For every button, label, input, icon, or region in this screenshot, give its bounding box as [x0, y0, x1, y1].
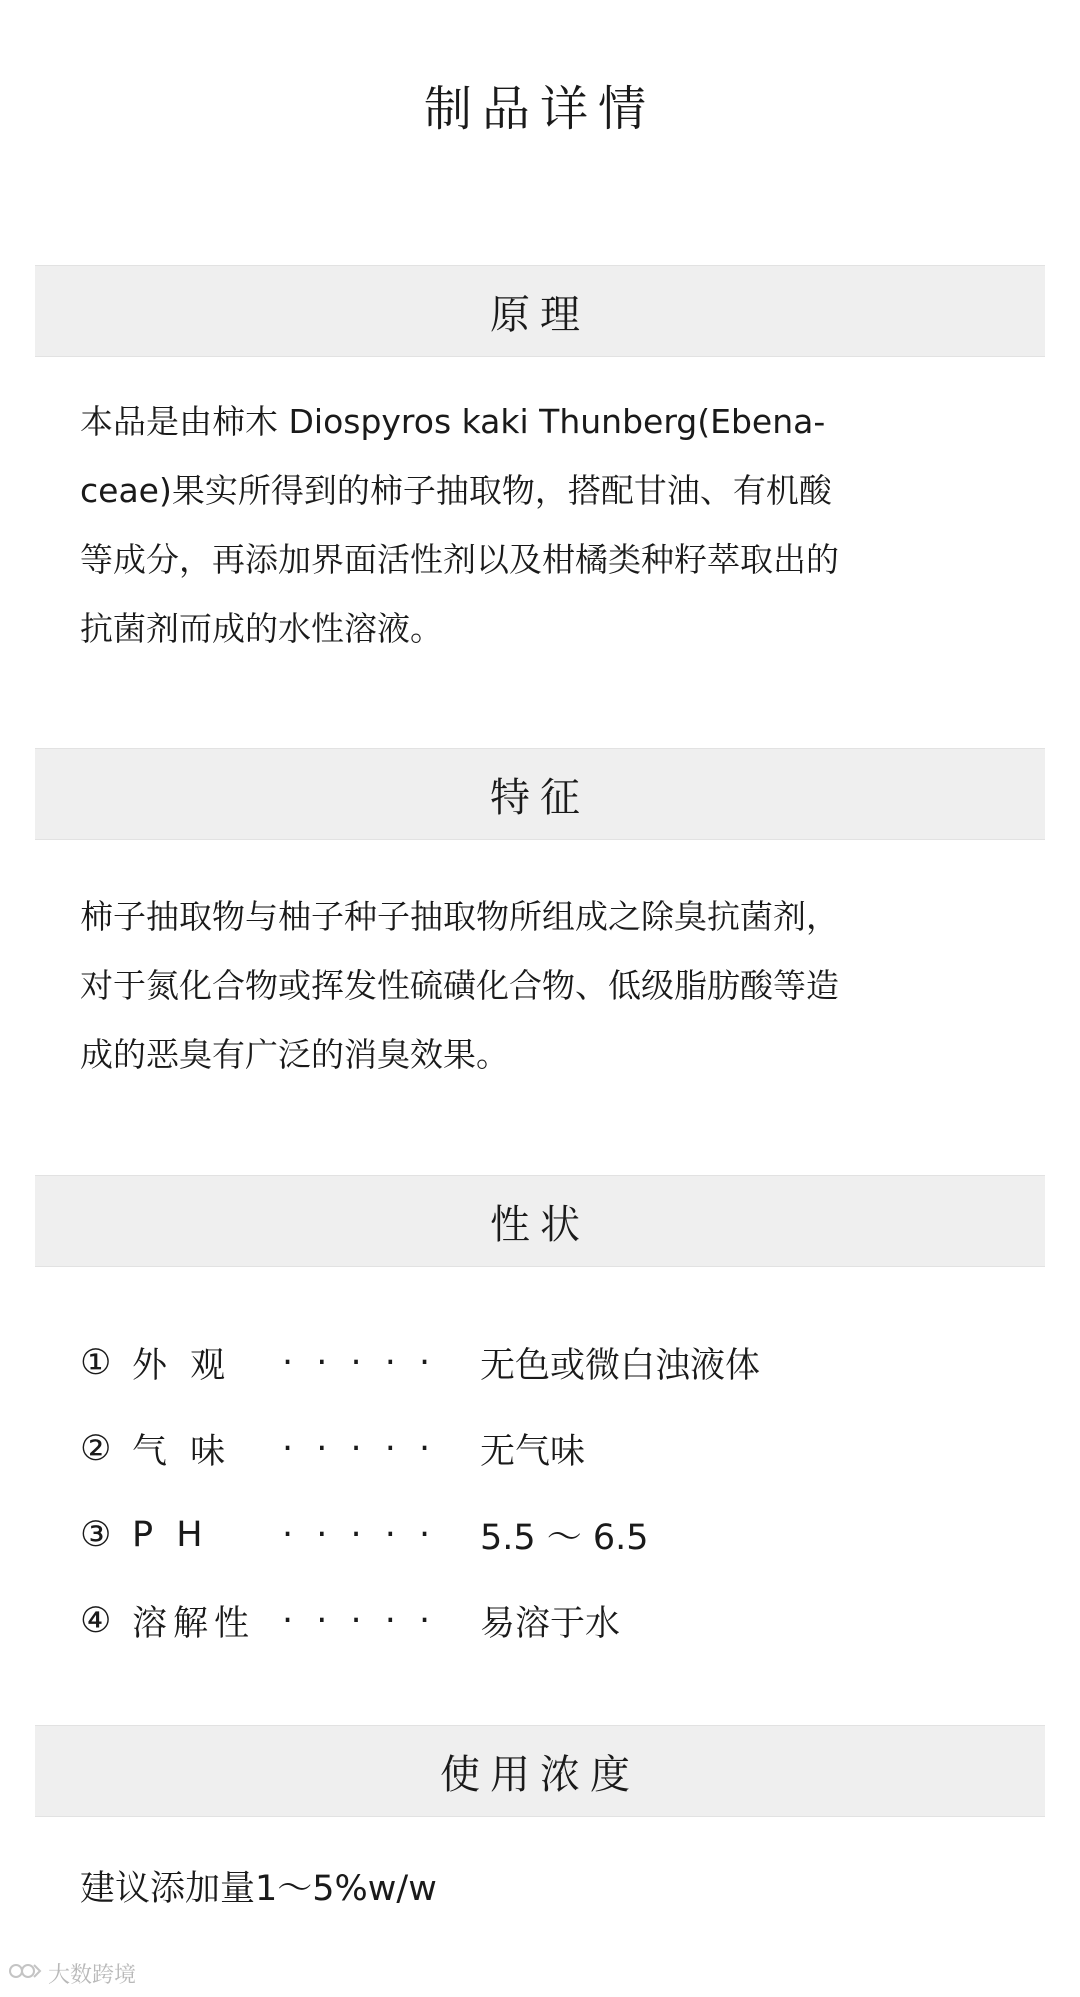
section-heading: 使用浓度 — [440, 1751, 640, 1798]
item-number: ① — [80, 1343, 112, 1383]
dot-leader: · · · · · — [282, 1515, 437, 1555]
text-line: 等成分，再添加界面活性剂以及柑橘类种籽萃取出的 — [80, 540, 839, 579]
property-value: 无气味 — [480, 1432, 586, 1472]
text-line: 对于氮化合物或挥发性硫磺化合物、低级脂肪酸等造 — [80, 966, 839, 1005]
watermark — [8, 1958, 136, 1989]
section-heading: 原理 — [490, 291, 590, 338]
item-number: ② — [80, 1429, 112, 1469]
section-heading: 性状 — [490, 1201, 590, 1248]
dot-leader: · · · · · — [282, 1343, 437, 1383]
item-number: ③ — [80, 1515, 112, 1555]
principle-text — [80, 387, 1000, 663]
property-value: 易溶于水 — [480, 1604, 621, 1644]
text-line: 建议添加量1～5%w/w — [80, 1869, 437, 1909]
page-title: 制品详情 — [423, 81, 656, 137]
concentration-text — [80, 1855, 1000, 1924]
section-header-properties — [35, 1175, 1045, 1267]
property-value: 无色或微白浊液体 — [480, 1346, 761, 1386]
text-line: 柿子抽取物与柚子种子抽取物所组成之除臭抗菌剂， — [80, 897, 839, 936]
property-label: 溶解性 — [132, 1604, 256, 1644]
section-header-features — [35, 748, 1045, 840]
features-text — [80, 882, 1000, 1089]
properties-list — [80, 1320, 1000, 1664]
property-row — [80, 1578, 1000, 1664]
property-row — [80, 1406, 1000, 1492]
item-number: ④ — [80, 1601, 112, 1641]
brand-logo-icon — [8, 1959, 48, 1989]
property-label: 外 观 — [132, 1346, 232, 1386]
text-line: ceae)果实所得到的柿子抽取物，搭配甘油、有机酸 — [80, 471, 832, 510]
text-line: 本品是由柿木 Diospyros kaki Thunberg(Ebena- — [80, 402, 826, 441]
property-row — [80, 1492, 1000, 1578]
dot-leader: · · · · · — [282, 1429, 437, 1469]
section-header-concentration — [35, 1725, 1045, 1817]
text-line: 成的恶臭有广泛的消臭效果。 — [80, 1035, 509, 1074]
section-header-principle — [35, 265, 1045, 357]
property-row — [80, 1320, 1000, 1406]
dot-leader: · · · · · — [282, 1601, 437, 1641]
text-line: 抗菌剂而成的水性溶液。 — [80, 609, 443, 648]
section-heading: 特征 — [490, 774, 590, 821]
property-label: P H — [132, 1515, 209, 1555]
watermark-text: 大数跨境 — [48, 1963, 137, 1988]
property-label: 气 味 — [132, 1432, 232, 1472]
property-value: 5.5 ～ 6.5 — [480, 1518, 649, 1558]
